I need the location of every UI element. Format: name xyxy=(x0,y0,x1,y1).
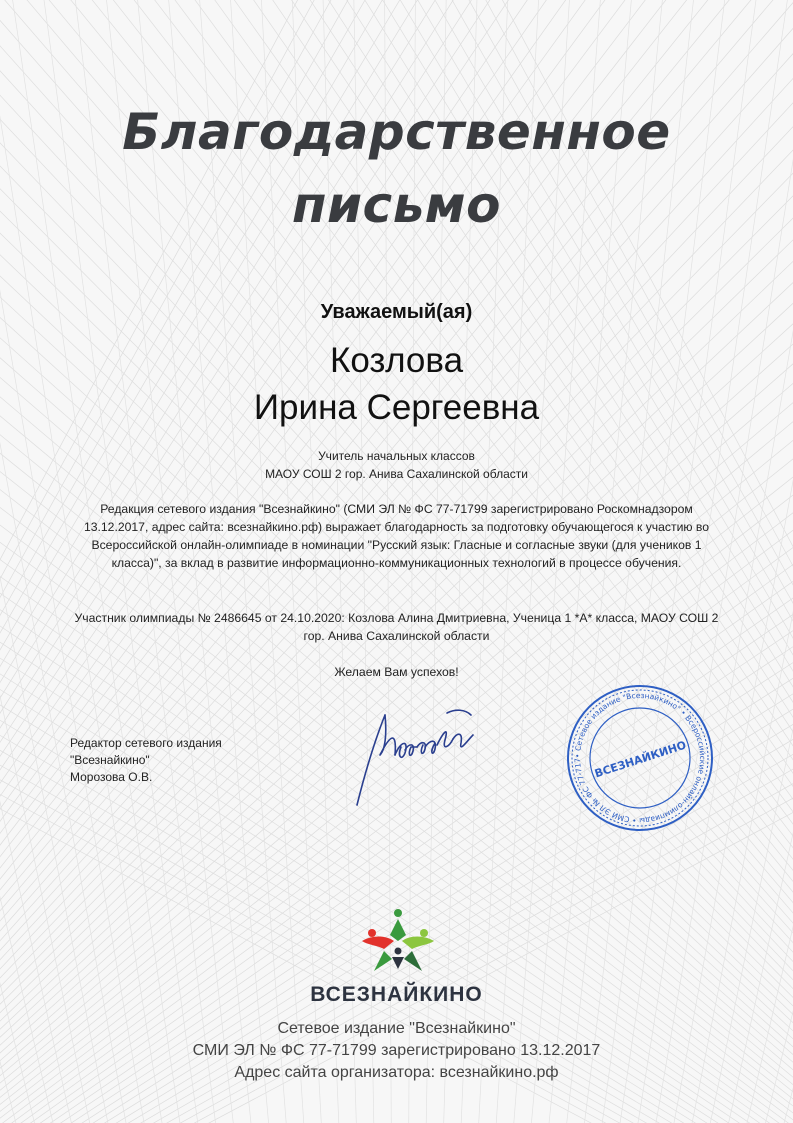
recipient-surname: Козлова xyxy=(329,341,464,380)
stamp-outer-text: • Сетевое издание "Всезнайкино" • Всероссийские онлайн-олимпиады • СМИ ЭЛ № ФС 77-717 xyxy=(572,690,708,826)
participant-paragraph: Участник олимпиады № 2486645 от 24.10.2020: Козлова Алина Дмитриевна, Ученица 1 *А* класса, МАОУ СОШ 2 гор. Анива Сахалинской области xyxy=(74,611,719,643)
star-people-logo-icon xyxy=(358,905,438,975)
organization-stamp xyxy=(565,683,715,833)
certificate-title-line-2: письмо xyxy=(291,176,502,234)
editor-publication: "Всезнайкино" xyxy=(70,753,150,767)
editor-title: Редактор сетевого издания xyxy=(70,736,222,750)
recipient-position: Учитель начальных классов xyxy=(318,449,475,463)
footer-publication: Сетевое издание "Всезнайкино" xyxy=(277,1020,516,1037)
footer-website: Адрес сайта организатора: всезнайкино.рф xyxy=(234,1064,559,1081)
footer-registration: СМИ ЭЛ № ФС 77-71799 зарегистрировано 13.12.2017 xyxy=(192,1042,601,1059)
handwritten-signature xyxy=(345,695,480,815)
thanks-paragraph: Редакция сетевого издания "Всезнайкино" (СМИ ЭЛ № ФС 77-71799 зарегистрировано Роскомнадзором 13.12.2017, адрес сайта: всезнайкино.рф) выражает благодарность за подготовку обучающегося к участию во Всероссийской онлайн-олимпиаде в номинации "Русский язык: Гласные и согласные звуки (для учеников 1 класса)", за вклад в развитие информационно-коммуникационных технологий в процессе обучения. xyxy=(83,502,710,570)
recipient-organization: МАОУ СОШ 2 гор. Анива Сахалинской области xyxy=(265,467,528,481)
greeting: Уважаемый(ая) xyxy=(320,301,473,323)
wish-text: Желаем Вам успехов! xyxy=(334,665,459,679)
stamp-center-text: ВСЕЗНАЙКИНО xyxy=(593,738,688,781)
certificate-title-line-1: Благодарственное xyxy=(122,103,671,161)
editor-name: Морозова О.В. xyxy=(70,770,153,784)
editor-block xyxy=(70,735,290,786)
recipient-given-names: Ирина Сергеевна xyxy=(253,388,540,427)
brand-name: ВСЕЗНАЙКИНО xyxy=(310,983,483,1006)
